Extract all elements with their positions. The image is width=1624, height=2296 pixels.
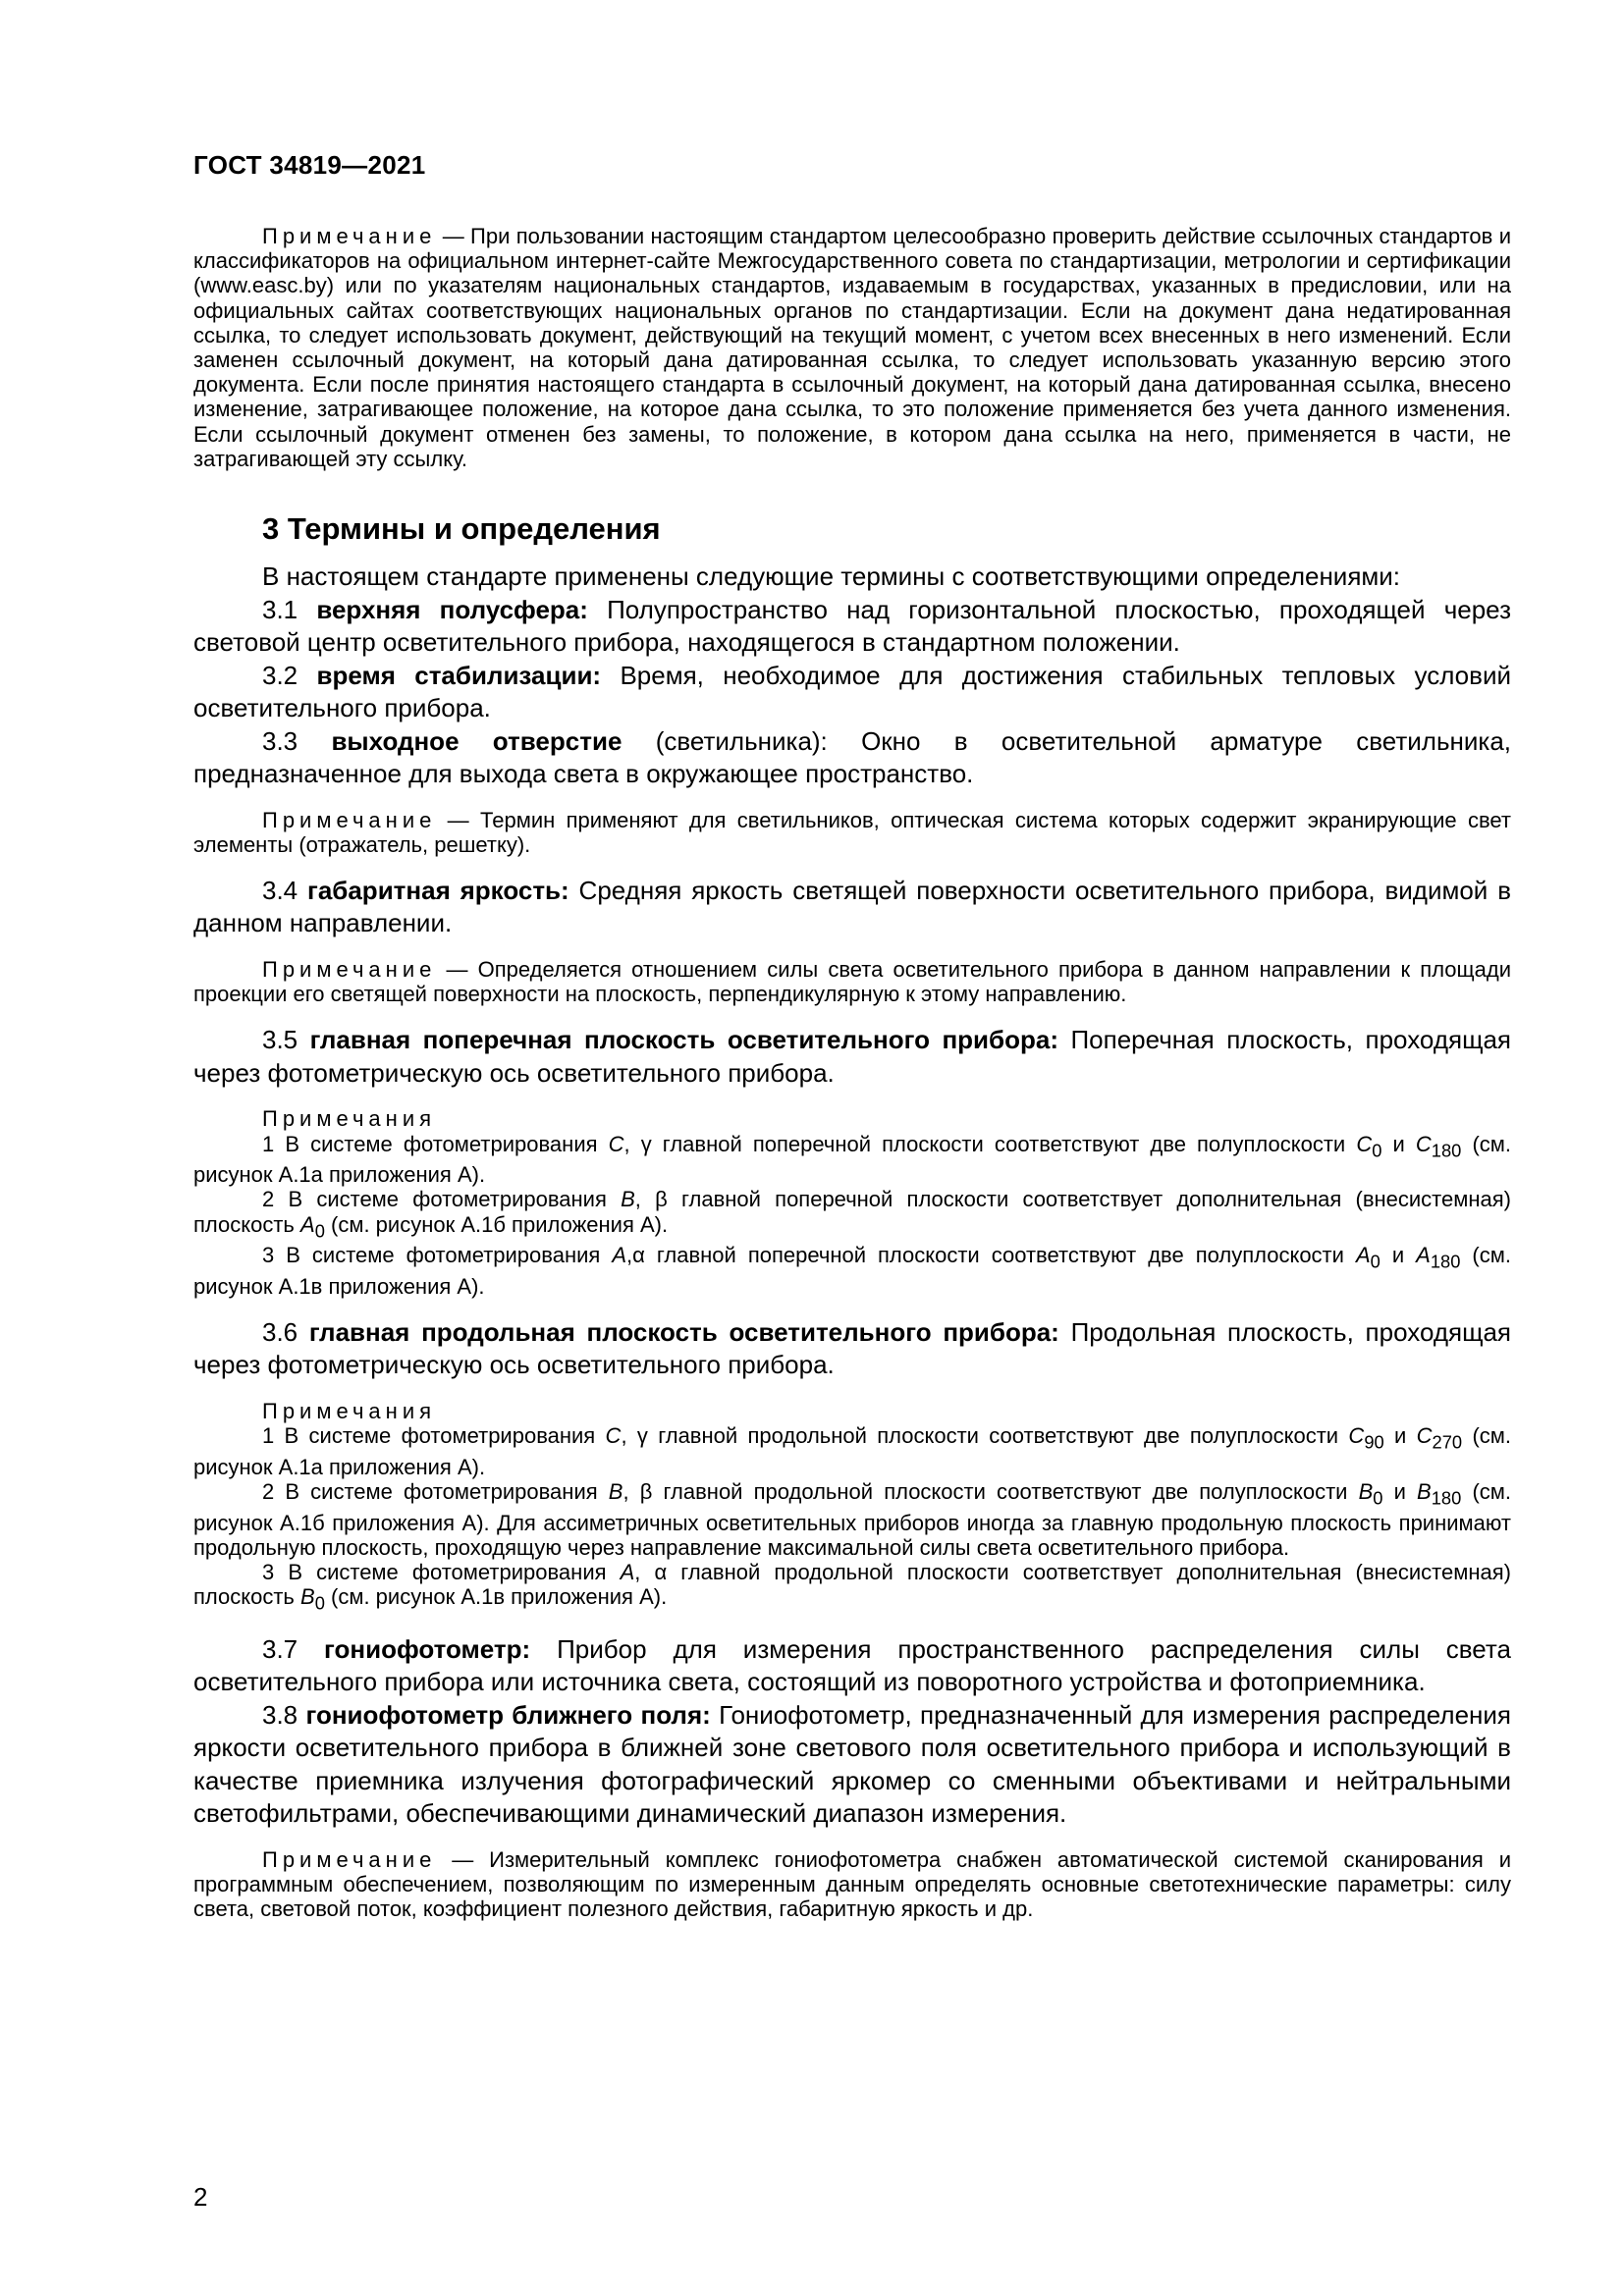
term-3-4 xyxy=(193,875,1511,940)
term-3-5-notes-label xyxy=(262,1106,1511,1131)
term-3-4-note xyxy=(193,957,1511,1006)
variable: , γ xyxy=(623,1131,652,1156)
variable: C xyxy=(1356,1131,1373,1156)
term-number: 3.2 xyxy=(262,660,317,690)
term-number: 3.1 xyxy=(262,594,317,624)
note-text: (см. рисунок А.1б приложения А). Для ассиметричных осветительных приборов иногда за главную продольную плоскость принимают продольную плоскость, проходящую через направление максимальной силы света осветительного прибора. xyxy=(193,1478,1512,1560)
term-definition: Полупространство над горизонтальной плоскостью, проходящей через световой центр осветительного прибора, находящегося в стандартном положении. xyxy=(193,594,1511,658)
subscript: 0 xyxy=(1370,1251,1380,1272)
note-text: — Термин применяют для светильников, оптическая система которых содержит экранирующие свет элементы (отражатель, решетку). xyxy=(193,807,1511,857)
variable: A xyxy=(620,1559,635,1584)
term-3-5-note-2 xyxy=(193,1187,1511,1243)
note-text: и xyxy=(1382,1478,1418,1504)
note-label: Примечание xyxy=(262,807,437,832)
subscript: 0 xyxy=(1373,1487,1383,1509)
term-number: 3.3 xyxy=(262,725,332,756)
note-label: Примечание xyxy=(262,224,437,248)
note-text: 2 В системе фотометрирования xyxy=(262,1187,622,1212)
term-definition: Средняя яркость светящей поверхности осветительного прибора, видимой в данном направлении. xyxy=(193,875,1511,938)
term-definition: Продольная плоскость, проходящая через фотометрическую ось осветительного прибора. xyxy=(193,1316,1512,1380)
variable: A xyxy=(1416,1243,1431,1268)
variable: C xyxy=(605,1423,622,1449)
note-text: 1 В системе фотометрирования xyxy=(262,1423,606,1449)
subscript: 180 xyxy=(1430,1251,1461,1272)
term-name: гониофотометр ближнего поля: xyxy=(305,1699,711,1730)
term-name: верхняя полусфера: xyxy=(316,594,588,624)
note-text: главной продольной плоскости соответствуют две полуплоскости xyxy=(647,1423,1349,1449)
term-3-6-note-3 xyxy=(193,1560,1511,1616)
subscript: 180 xyxy=(1431,1139,1462,1160)
note-text: 1 В системе фотометрирования xyxy=(262,1131,609,1156)
section-intro: В настоящем стандарте применены следующие термины с соответствующими определениями: xyxy=(262,561,1401,592)
variable: , β xyxy=(623,1478,653,1504)
note-text: (см. рисунок А.1б приложения А). xyxy=(324,1211,669,1237)
note-label: Примечание xyxy=(262,1846,437,1872)
term-3-7 xyxy=(193,1633,1511,1699)
page-content xyxy=(193,224,1511,1921)
variable: B xyxy=(300,1584,315,1610)
variable: B xyxy=(1417,1478,1432,1504)
note-text: (см. рисунок А.1в приложения А). xyxy=(324,1584,668,1610)
note-text: главной продольной плоскости соответствуют две полуплоскости xyxy=(652,1478,1359,1504)
note-text: и xyxy=(1383,1423,1417,1449)
term-name: габаритная яркость: xyxy=(307,875,569,905)
variable: B xyxy=(621,1187,635,1212)
term-name: главная продольная плоскость осветительного прибора: xyxy=(308,1316,1059,1347)
section-title: 3 Термины и определения xyxy=(262,511,661,547)
intro-note xyxy=(193,224,1511,471)
note-text: — При пользовании настоящим стандартом целесообразно проверить действие ссылочных стандартов и классификаторов на официальном интернет-сайте Межгосударственного совета по стандартизации, метрологии и сертификации (www.easc.by) или по указателям национальных стандартов, издаваемым в государствах, указанных в предисловии, или на официальных сайтах соответствующих национальных органов по стандартизации. Если на документ дана недатированная ссылка, то следует использовать документ, действующий на текущий момент, с учетом всех внесенных в него изменений. Если заменен ссылочный документ, на который дана датированная ссылка, то следует использовать указанную версию этого документа. Если после принятия настоящего стандарта в ссылочный документ, на который дана датированная ссылка, внесено изменение, затрагивающее положение, на которое дана ссылка, то это положение применяется без учета данного изменения. Если ссылочный документ отменен без замены, то положение, в котором дана ссылка на него, применяется в части, не затрагивающей эту ссылку. xyxy=(193,224,1511,471)
variable: A xyxy=(612,1243,626,1268)
notes-label-text: Примечания xyxy=(262,1106,437,1132)
note-text: главной поперечной плоскости соответствует дополнительная (внесистемная) плоскость xyxy=(193,1187,1511,1237)
term-number: 3.8 xyxy=(262,1699,306,1730)
variable: C xyxy=(1415,1131,1432,1156)
subscript: 0 xyxy=(314,1592,325,1614)
term-3-3 xyxy=(193,725,1511,791)
term-definition: Прибор для измерения пространственного распределения силы света осветительного прибора или источника света, состоящий из поворотного устройства и фотоприемника. xyxy=(193,1633,1511,1697)
document-header: ГОСТ 34819—2021 xyxy=(193,150,426,180)
term-3-6-note-1 xyxy=(193,1423,1511,1479)
term-definition: Время, необходимое для достижения стабильных тепловых условий осветительного прибора. xyxy=(193,660,1511,723)
subscript: 0 xyxy=(314,1219,325,1241)
term-name: время стабилизации: xyxy=(316,660,602,690)
term-number: 3.7 xyxy=(262,1633,325,1664)
note-text: 3 В системе фотометрирования xyxy=(262,1559,621,1584)
notes-label-text: Примечания xyxy=(262,1398,437,1423)
note-text: главной поперечной плоскости соответствуют две полуплоскости xyxy=(651,1131,1357,1156)
variable: A xyxy=(300,1211,315,1237)
subscript: 180 xyxy=(1431,1487,1462,1509)
note-text: главной поперечной плоскости соответствуют две полуплоскости xyxy=(644,1243,1356,1268)
term-3-6-note-2 xyxy=(193,1479,1511,1560)
term-number: 3.5 xyxy=(262,1025,310,1055)
term-3-3-note xyxy=(193,808,1511,857)
variable: C xyxy=(608,1131,624,1156)
variable: B xyxy=(608,1478,623,1504)
variable: A xyxy=(1355,1243,1371,1268)
variable: , γ xyxy=(621,1423,648,1449)
term-name: гониофотометр: xyxy=(324,1633,531,1664)
note-label: Примечание xyxy=(262,956,437,982)
subscript: 0 xyxy=(1372,1139,1382,1160)
term-name: выходное отверстие xyxy=(331,725,623,756)
term-3-5 xyxy=(193,1024,1511,1090)
note-text: — Измерительный комплекс гониофотометра снабжен автоматической системой сканирования и программным обеспечением, позволяющим по измеренным данным определять основные светотехнические параметры: силу света, световой поток, коэффициент полезного действия, габаритную яркость и др. xyxy=(193,1846,1511,1922)
variable: , α xyxy=(634,1559,668,1584)
term-definition: (светильника): Окно в осветительной арматуре светильника, предназначенное для выхода света в окружающее пространство. xyxy=(193,725,1512,789)
term-3-6-notes-label xyxy=(262,1399,1511,1423)
term-definition: Гониофотометр, предназначенный для измерения распределения яркости осветительного прибора в ближней зоне светового поля осветительного прибора и использующий в качестве приемника излучения фотографический яркомер со сменными объективами и нейтральными светофильтрами, обеспечивающими динамический диапазон измерения. xyxy=(193,1699,1511,1829)
note-text: 2 В системе фотометрирования xyxy=(262,1478,609,1504)
note-text: (см. рисунок А.1а приложения А). xyxy=(193,1131,1512,1188)
page-number: 2 xyxy=(193,2182,208,2212)
term-number: 3.4 xyxy=(262,875,307,905)
term-3-5-note-1 xyxy=(193,1132,1511,1188)
variable: C xyxy=(1416,1423,1433,1449)
term-name: главная поперечная плоскость осветительного прибора: xyxy=(309,1025,1058,1055)
term-3-8-note xyxy=(193,1847,1511,1922)
variable: , β xyxy=(634,1187,668,1212)
term-3-8 xyxy=(193,1699,1511,1831)
note-text: — Определяется отношением силы света осветительного прибора в данном направлении к площади проекции его светящей поверхности на плоскость, перпендикулярную к этому направлению. xyxy=(193,956,1511,1007)
term-3-2 xyxy=(193,660,1511,725)
term-3-1 xyxy=(193,594,1511,660)
note-text: (см. рисунок А.1а приложения А). xyxy=(193,1423,1512,1479)
term-definition: Поперечная плоскость, проходящая через фотометрическую ось осветительного прибора. xyxy=(193,1025,1512,1088)
subscript: 270 xyxy=(1432,1431,1463,1453)
variable: C xyxy=(1348,1423,1365,1449)
subscript: 90 xyxy=(1364,1431,1384,1453)
note-text: 3 В системе фотометрирования xyxy=(262,1243,613,1268)
variable: ,α xyxy=(626,1243,645,1268)
term-3-5-note-3 xyxy=(193,1243,1511,1299)
note-text: главной продольной плоскости соответствует дополнительная (внесистемная) плоскость xyxy=(193,1559,1511,1610)
note-text: и xyxy=(1381,1131,1416,1156)
variable: B xyxy=(1358,1478,1374,1504)
term-number: 3.6 xyxy=(262,1316,309,1347)
note-text: и xyxy=(1380,1243,1417,1268)
term-3-6 xyxy=(193,1316,1511,1382)
note-text: (см. рисунок А.1в приложения А). xyxy=(193,1243,1511,1299)
